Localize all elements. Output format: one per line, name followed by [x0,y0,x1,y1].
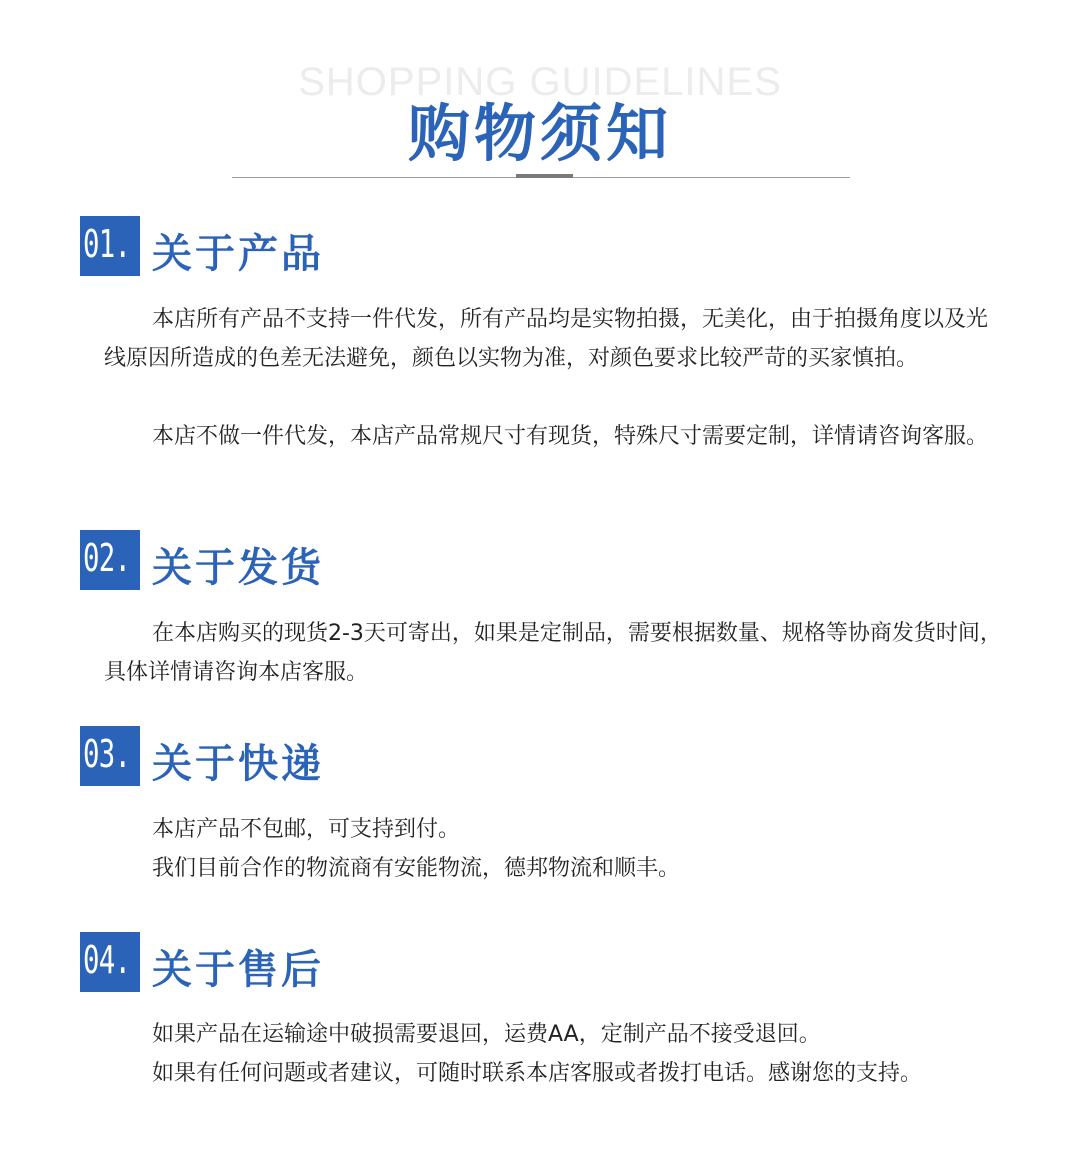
watermark-text: SHOPPING GUIDELINES [298,60,782,104]
section-title: 关于售后 [152,947,324,993]
page-header [0,0,1080,190]
section-title: 关于快递 [152,741,324,787]
section-number-badge [80,726,140,786]
section-line: 如果产品在运输途中破损需要退回，运费AA，定制产品不接受退回。 [152,1022,821,1047]
section-number-badge [80,530,140,590]
section-line: 本店产品不包邮，可支持到付。 [152,817,461,842]
section-line: 我们目前合作的物流商有安能物流，德邦物流和顺丰。 [152,856,681,881]
section-number: 01. [83,222,131,266]
section-paragraph: 本店所有产品不支持一件代发，所有产品均是实物拍摄，无美化，由于拍摄角度以及光线原因所造成的色差无法避免，颜色以实物为准，对颜色要求比较严苛的买家慎拍。 [104,307,989,371]
section-paragraph: 本店不做一件代发，本店产品常规尺寸有现货，特殊尺寸需要定制，详情请咨询客服。 [152,424,989,449]
section-title: 关于产品 [152,231,324,277]
title-divider-accent [516,174,573,178]
section-number: 04. [83,938,131,982]
section-number-badge [80,932,140,992]
page-title: 购物须知 [407,97,672,170]
section-paragraph: 在本店购买的现货2-3天可寄出，如果是定制品，需要根据数量、规格等协商发货时间，具体详情请咨询本店客服。 [104,621,1002,685]
section-number: 02. [83,536,131,580]
section-number: 03. [83,732,131,776]
section-number-badge [80,216,140,276]
section-title: 关于发货 [152,545,324,591]
section-line: 如果有任何问题或者建议，可随时联系本店客服或者拨打电话。感谢您的支持。 [152,1061,923,1086]
